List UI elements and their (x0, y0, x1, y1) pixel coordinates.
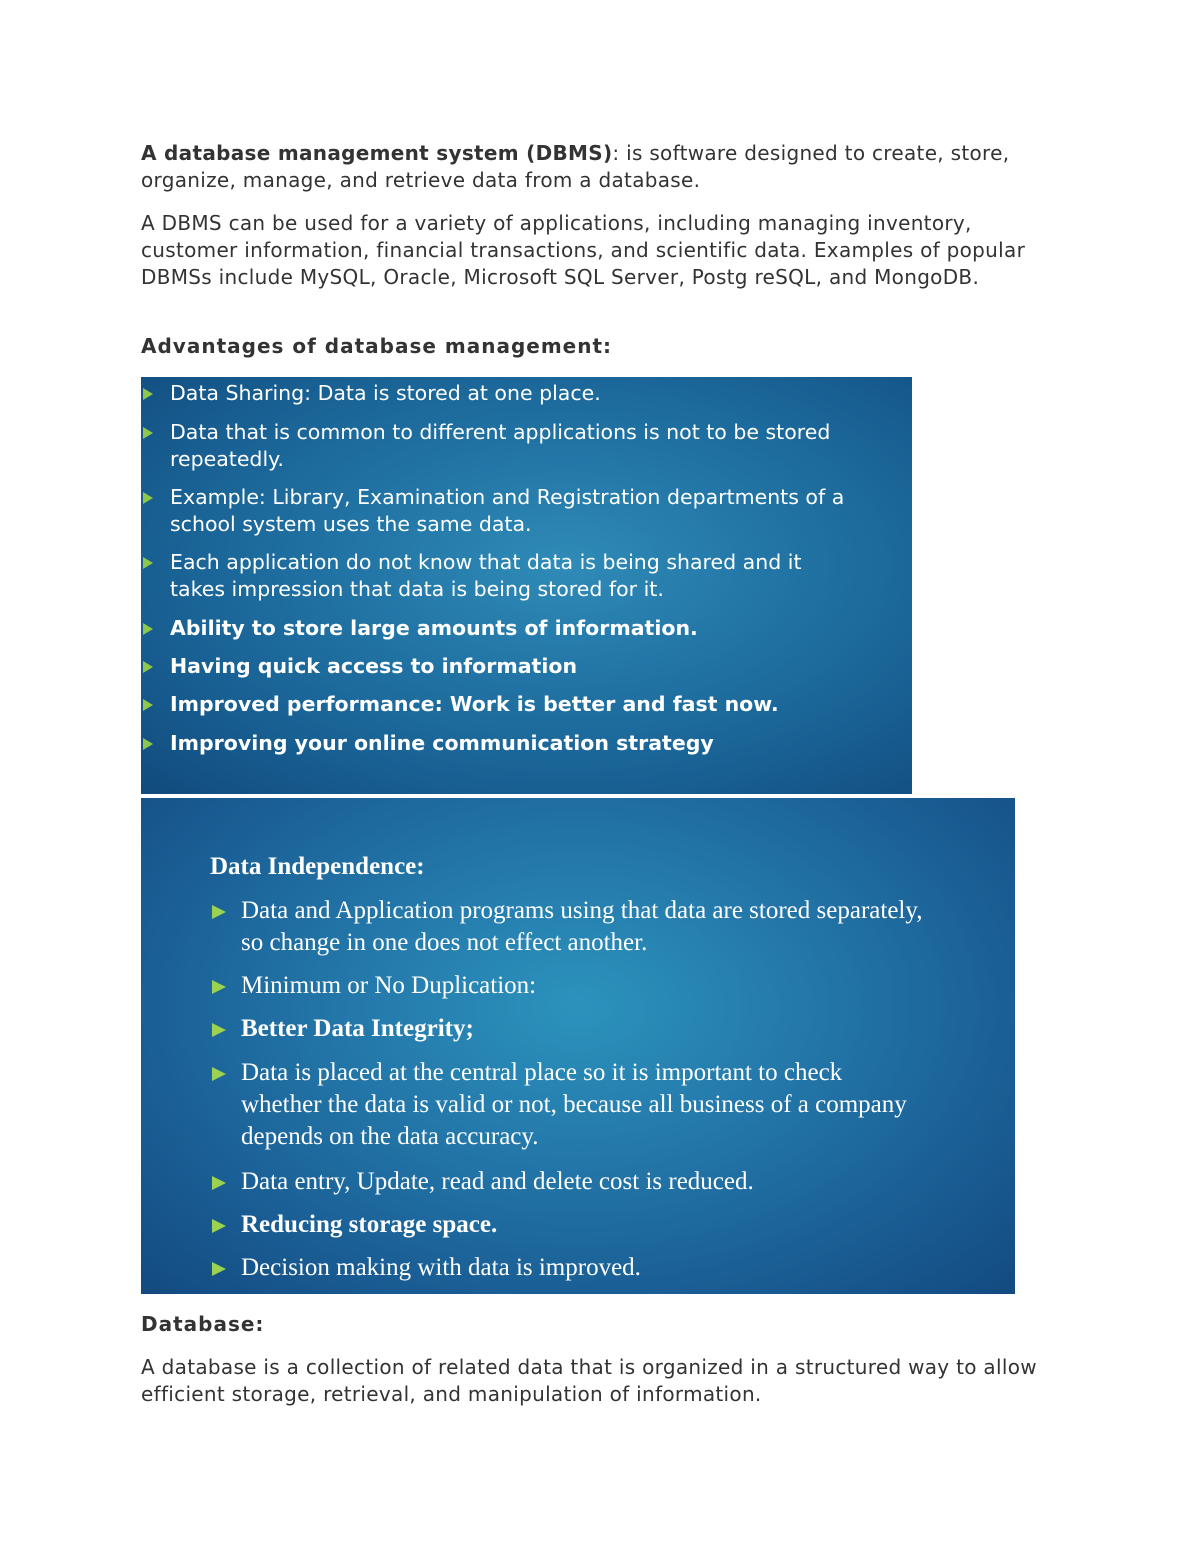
dbms-usage-paragraph: A DBMS can be used for a variety of applications, including managing inventory, customer information, financial transactions, and scientific data. Examples of popular DBMSs include MySQL, Oracle, Microsoft SQL Server, Postg reSQL, and MongoDB. (141, 211, 1026, 289)
bullet-triangle-icon (212, 1219, 226, 1233)
slide1-bullet-text: Data Sharing: Data is stored at one place. (170, 381, 601, 405)
bullet-triangle-icon (143, 661, 153, 673)
slide1-bullet-text: Improved performance: Work is better and fast now. (170, 692, 779, 716)
bullet-triangle-icon (212, 1023, 226, 1037)
bullet-triangle-icon (212, 1176, 226, 1190)
slide1-bullet-text: Data that is common to different applications is not to be stored (170, 420, 831, 444)
slide1-bullet-text: school system uses the same data. (170, 512, 532, 536)
slide1-bullet-text: Example: Library, Examination and Registration departments of a (170, 485, 845, 509)
slide1-bullet-text: Ability to store large amounts of information. (170, 616, 698, 640)
slide2-bullet-text: Reducing storage space. (241, 1211, 498, 1238)
slide1-bullet-text: takes impression that data is being stored for it. (170, 577, 664, 601)
slide2-bullet-text: whether the data is valid or not, because all business of a company (241, 1091, 907, 1118)
bullet-triangle-icon (212, 905, 226, 919)
slide1-bullet-text: Having quick access to information (170, 654, 578, 678)
slide2-bullet-text: Data is placed at the central place so it is important to check (241, 1059, 843, 1086)
slide2-bullet-text: depends on the data accuracy. (241, 1123, 539, 1150)
data-independence-slide-image (141, 798, 1015, 1294)
bullet-triangle-icon (143, 427, 153, 439)
slide2-bullet-text: Data entry, Update, read and delete cost is reduced. (241, 1168, 754, 1195)
slide1-bullet-text: Improving your online communication strategy (170, 731, 714, 755)
slide2-bullet-text: so change in one does not effect another. (241, 929, 648, 956)
slide2-bullet-text: Minimum or No Duplication: (241, 972, 537, 999)
dbms-definition-text: : is software designed to create, store, organize, manage, and retrieve data from a database. (141, 141, 1010, 192)
advantages-slide-image (141, 377, 912, 794)
slide2-bullet-text: Data and Application programs using that data are stored separately, (241, 897, 923, 924)
bullet-triangle-icon (143, 738, 153, 750)
slide1-bullet-text: Each application do not know that data is being shared and it (170, 550, 802, 574)
bullet-triangle-icon (212, 1067, 226, 1081)
bullet-triangle-icon (143, 388, 153, 400)
dbms-term: A database management system (DBMS) (141, 141, 613, 165)
bullet-triangle-icon (143, 492, 153, 504)
dbms-definition-paragraph (141, 140, 1061, 194)
database-heading: Database: (141, 1312, 265, 1336)
bullet-triangle-icon (143, 557, 153, 569)
slide1-bullet-text: repeatedly. (170, 447, 284, 471)
advantages-heading: Advantages of database management: (141, 334, 613, 358)
bullet-triangle-icon (143, 623, 153, 635)
database-definition-paragraph: A database is a collection of related data that is organized in a structured way to allow efficient storage, retrieval, and manipulation of information. (141, 1355, 1037, 1406)
slide2-bullet-text: Better Data Integrity; (241, 1015, 474, 1042)
slide2-bullet-text: Decision making with data is improved. (241, 1254, 641, 1281)
bullet-triangle-icon (212, 980, 226, 994)
data-independence-title: Data Independence: (210, 853, 425, 880)
bullet-triangle-icon (212, 1262, 226, 1276)
bullet-triangle-icon (143, 699, 153, 711)
